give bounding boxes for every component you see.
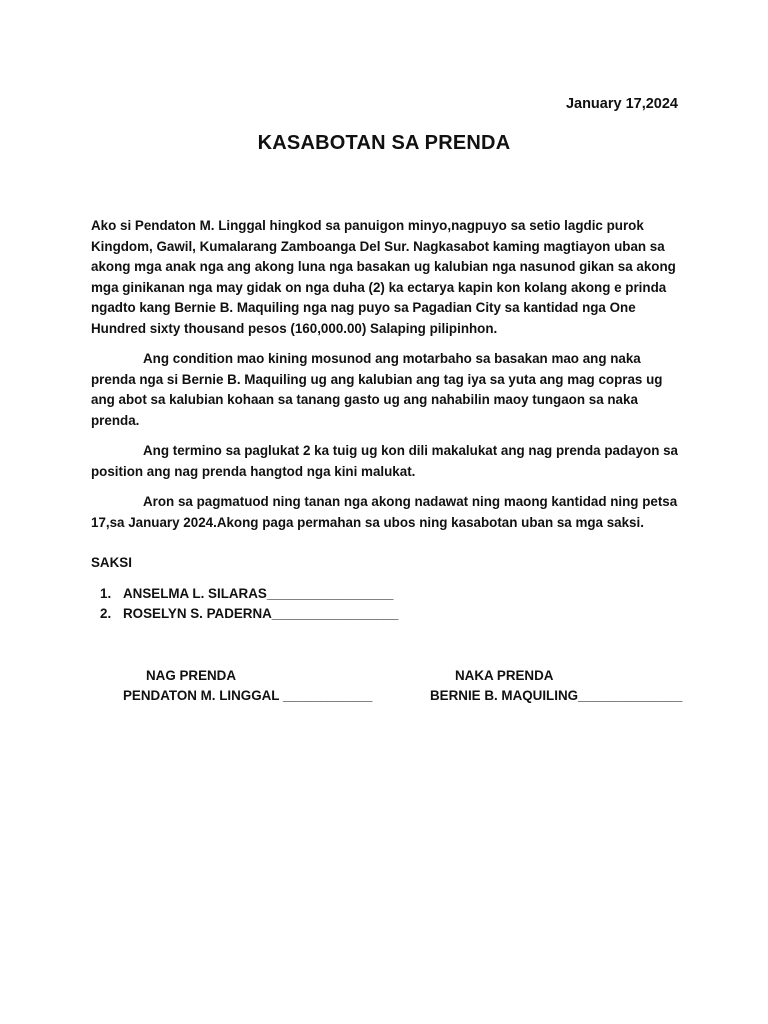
document-date: January 17,2024	[565, 96, 678, 112]
witnesses-label: SAKSI	[91, 555, 132, 570]
paragraph-1: Ako si Pendaton M. Linggal hingkod sa panuigon minyo,nagpuyo sa setio lagdic purok Kingdom, Gawil, Kumalarang Zamboanga Del Sur. Nagkasabot kaming magtiayon uban sa akong mga anak nga ang akong luna nga basakan ug kalubian nga nasunod gikan sa akong mga ginikanan nga may gidak on nga duha (2) ka ectarya kapin kon kolang akong e prinda ngadto kang Bernie B. Maquiling nga nag puyo sa Pagadian City sa kantidad nga One Hundred sixty thousand pesos (160,000.00) Salaping pilipinhon.	[91, 218, 676, 336]
signature-right-role: NAKA PRENDA	[455, 668, 554, 683]
paragraph-3: Ang termino sa paglukat 2 ka tuig ug kon dili makalukat ang nag prenda padayon sa position ang nag prenda hangtod nga kini malukat.	[91, 443, 678, 479]
witness-list	[100, 584, 398, 624]
list-item	[100, 584, 398, 604]
paragraph-4: Aron sa pagmatuod ning tanan nga akong nadawat ning maong kantidad ning petsa 17,sa January 2024.Akong paga permahan sa ubos ning kasabotan uban sa mga saksi.	[91, 494, 678, 530]
witness-number: 1.	[100, 586, 112, 601]
document-body	[91, 216, 683, 543]
witness-name: ANSELMA L. SILARAS_________________	[123, 586, 394, 601]
list-item	[100, 604, 398, 624]
witness-number: 2.	[100, 606, 112, 621]
signature-right-name: BERNIE B. MAQUILING______________	[430, 688, 683, 703]
paragraph-2: Ang condition mao kining mosunod ang motarbaho sa basakan mao ang naka prenda nga si Bernie B. Maquiling ug ang kalubian ang tag iya sa yuta ang mag copras ug ang abot sa kalubian kohaan sa tanang gasto ug ang nahabilin maoy tungaon sa naka prenda.	[91, 351, 663, 428]
signature-left-role: NAG PRENDA	[146, 668, 237, 683]
witness-name: ROSELYN S. PADERNA_________________	[123, 606, 399, 621]
document-title: KASABOTAN SA PRENDA	[257, 132, 511, 154]
signature-left-name: PENDATON M. LINGGAL ____________	[123, 688, 373, 703]
